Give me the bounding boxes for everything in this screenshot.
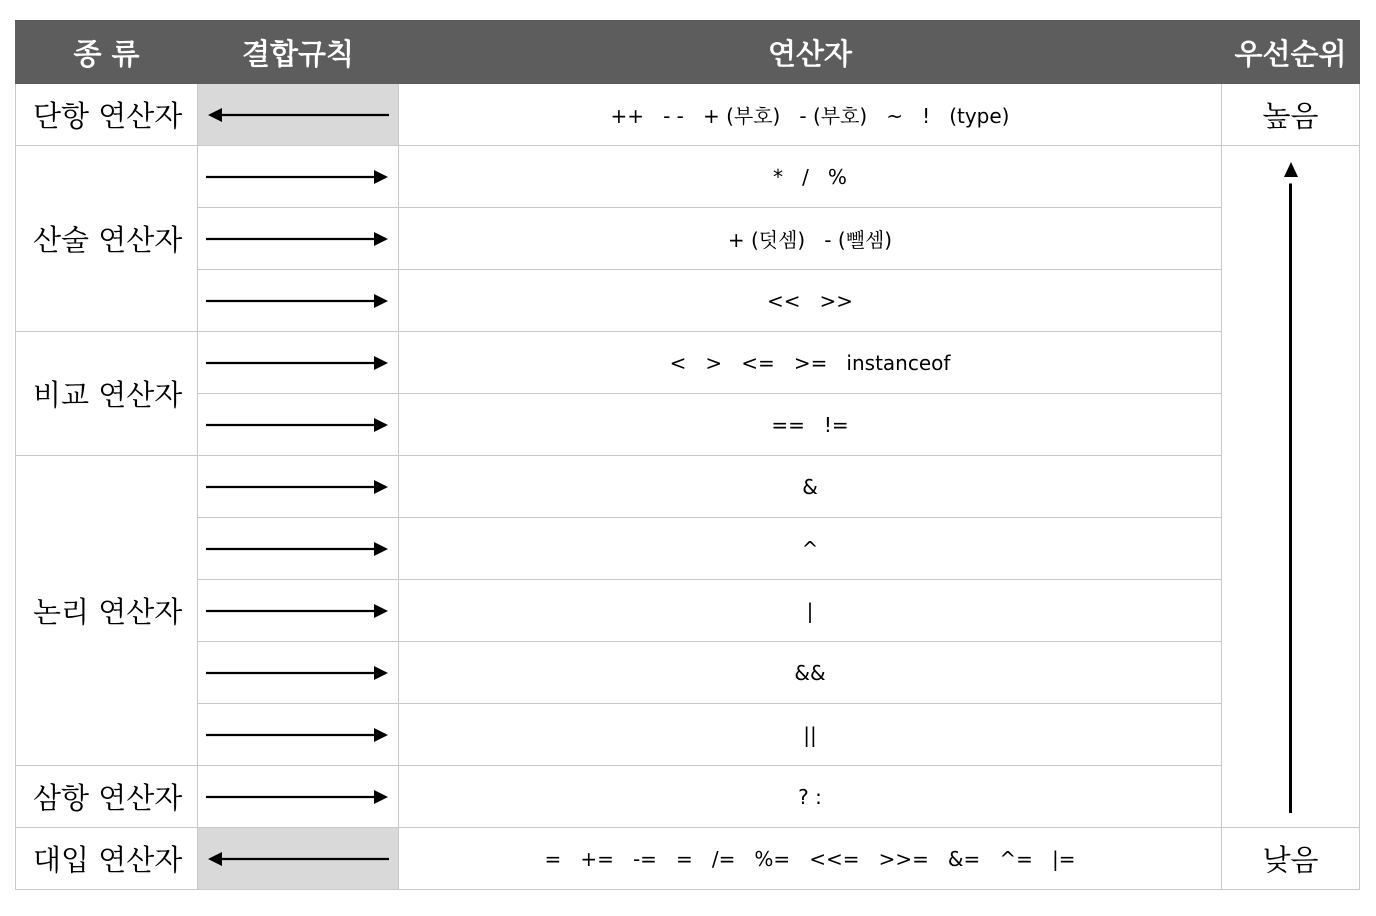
operators-cell: &&: [399, 642, 1222, 704]
table-row: [16, 208, 1360, 270]
operators-cell: ||: [399, 704, 1222, 766]
table-row: [16, 580, 1360, 642]
operator-kind: 비교 연산자: [16, 332, 198, 456]
operator-kind: 단항 연산자: [16, 84, 198, 146]
table-row: [16, 394, 1360, 456]
priority-high: 높음: [1222, 84, 1360, 146]
operators-cell: ? :: [399, 766, 1222, 828]
arrow-right-icon: [206, 727, 390, 743]
table-body: [16, 84, 1360, 890]
operator-kind: 산술 연산자: [16, 146, 198, 332]
arrow-right-icon: [206, 541, 390, 557]
arrow-up-icon: [1222, 164, 1359, 813]
operators-cell: * / %: [399, 146, 1222, 208]
arrow-right-icon: [206, 417, 390, 433]
table-row: [16, 146, 1360, 208]
table-row: [16, 332, 1360, 394]
associativity-cell: [198, 146, 399, 208]
header-associativity: 결합규칙: [198, 21, 399, 84]
associativity-cell: [198, 828, 399, 890]
header-priority: 우선순위: [1222, 21, 1360, 84]
associativity-cell: [198, 704, 399, 766]
header-operators: 연산자: [399, 21, 1222, 84]
arrow-right-icon: [206, 665, 390, 681]
arrow-right-icon: [206, 479, 390, 495]
operator-kind: 삼항 연산자: [16, 766, 198, 828]
table-row: [16, 84, 1360, 146]
table-row: [16, 270, 1360, 332]
operators-cell: << >>: [399, 270, 1222, 332]
arrow-right-icon: [206, 603, 390, 619]
associativity-cell: [198, 84, 399, 146]
associativity-cell: [198, 394, 399, 456]
associativity-cell: [198, 208, 399, 270]
arrow-right-icon: [206, 169, 390, 185]
table-row: [16, 642, 1360, 704]
operators-cell: ^: [399, 518, 1222, 580]
associativity-cell: [198, 456, 399, 518]
priority-low: 낮음: [1222, 828, 1360, 890]
operators-cell: ++ - - + (부호) - (부호) ~ ! (type): [399, 84, 1222, 146]
table-row: [16, 766, 1360, 828]
operators-cell: |: [399, 580, 1222, 642]
arrow-right-icon: [206, 231, 390, 247]
associativity-cell: [198, 766, 399, 828]
associativity-cell: [198, 518, 399, 580]
table-row: [16, 518, 1360, 580]
associativity-cell: [198, 332, 399, 394]
operators-cell: = += -= = /= %= <<= >>= &= ^= |=: [399, 828, 1222, 890]
header-kind: 종 류: [16, 21, 198, 84]
arrow-right-icon: [206, 293, 390, 309]
operator-kind: 대입 연산자: [16, 828, 198, 890]
header-row: [16, 21, 1360, 84]
arrow-right-icon: [206, 355, 390, 371]
table-row: [16, 704, 1360, 766]
operators-cell: + (덧셈) - (뺄셈): [399, 208, 1222, 270]
associativity-cell: [198, 580, 399, 642]
arrow-left-icon: [206, 107, 390, 123]
table-row: [16, 828, 1360, 890]
priority-direction: [1222, 146, 1360, 828]
associativity-cell: [198, 642, 399, 704]
arrow-left-icon: [206, 851, 390, 867]
table-row: [16, 456, 1360, 518]
operators-cell: < > <= >= instanceof: [399, 332, 1222, 394]
operator-kind: 논리 연산자: [16, 456, 198, 766]
arrow-right-icon: [206, 789, 390, 805]
operators-cell: &: [399, 456, 1222, 518]
associativity-cell: [198, 270, 399, 332]
operators-cell: == !=: [399, 394, 1222, 456]
operator-precedence-table: [15, 20, 1360, 890]
